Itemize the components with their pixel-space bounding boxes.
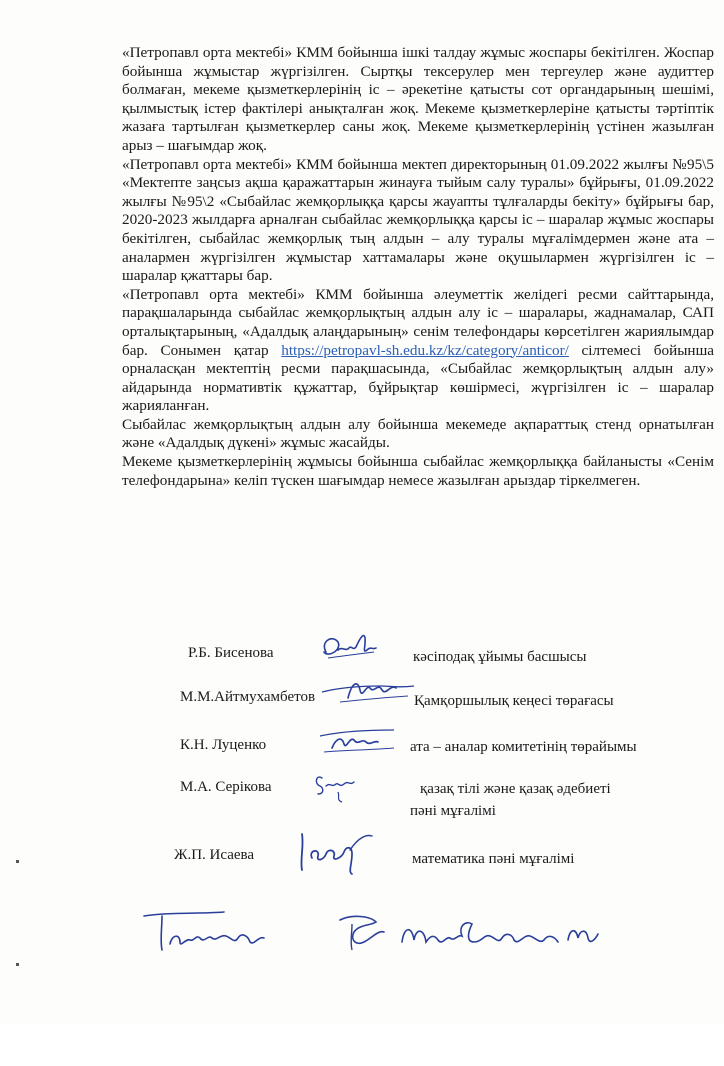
signatory-role: Қамқоршылық кеңесі төрағасы bbox=[414, 693, 614, 709]
paragraph-internal-analysis: «Петропавл орта мектебі» КММ бойынша ішкі талдау жұмыс жоспары бекітілген. Жоспар бойынша жұмыстар жүргізілген. Сыртқы тексерулер мен тергеулер және аудиттер болмаған, мекеме қызметкерлерінің іс – әрекетіне қатысты сот органдарының шешімі, қылмыстық істер фактілері анықталған жоқ. Мекеме қызметкерлеріне қатысты тәртіптік жазаға тартылған қызметкерлер саны жоқ. Мекеме қызметкерлерінің үстінен жазылған арыз – шағымдар жоқ. bbox=[122, 44, 714, 154]
paragraph-orders: «Петропавл орта мектебі» КММ бойынша мектеп директорының 01.09.2022 жылғы №95\5 «Мектепте заңсыз ақша қаражаттарын жинауға тыйым салу туралы» бұйрығы, 01.09.2022 жылғы №95\2 «Сыбайлас жемқорлыққа қарсы жауапты тұлғаларды бекіту» бұйрығы бар, 2020-2023 жылдарға арналған сыбайлас жемқорлыққа қарсы іс – шаралар жұмыс жоспары бекітілген, сыбайлас жемқорлық тың алдын – алу туралы мұғалімдермен және ата – аналармен жүргізілген жұмыстар хаттамалары және оқушылармен жүргізілген іс – шаралар қжаттары бар. bbox=[122, 155, 714, 285]
signatory-name: М.А. Серікова bbox=[180, 779, 272, 795]
handwritten-signature-icon bbox=[314, 722, 400, 758]
paragraph-social-media-text-end: сілтемесі бойынша орналасқан мектептің ресми парақшасында, «Сыбайлас жемқорлықтың алдын алу» айдарында нормативтік құжаттар, бұйрықтар көшірмесі, жүргізілген іс – шаралар жарияланған. bbox=[122, 341, 714, 415]
signatory-name: К.Н. Луценко bbox=[180, 737, 267, 753]
signatory-name: Ж.П. Исаева bbox=[174, 847, 255, 863]
paragraph-complaints: Мекеме қызметкерлерінің жұмысы бойынша сыбайлас жемқорлыққа байланысты «Сенім телефондарына» келіп түскен шағымдар немесе жазылған арыздар тіркелмеген. bbox=[122, 453, 714, 489]
signatory-name: Р.Б. Бисенова bbox=[188, 645, 274, 661]
handwritten-note-icon bbox=[140, 906, 620, 966]
handwritten-signature-icon bbox=[292, 824, 384, 880]
signatory-role: қазақ тілі және қазақ әдебиеті bbox=[420, 781, 611, 797]
signatory-role-continued: пәні мұғалімі bbox=[410, 803, 496, 819]
anticor-link[interactable]: https://petropavl-sh.edu.kz/kz/category/anticor/ bbox=[281, 341, 569, 359]
signatory-name: М.М.Айтмухамбетов bbox=[180, 689, 316, 705]
handwritten-signature-icon bbox=[312, 766, 360, 806]
paragraph-social-media-text: «Петропавл орта мектебі» КММ бойынша әлеуметтік желідегі ресми сайттарында, парақшаларында сыбайлас жемқорлықтың алдын алу іс – шаралары, жаднамалар, САП орталықтарының, «Адалдық алаңдарының» сенім телефондары көрсетілген жариялымдар бар. Сонымен қатар bbox=[122, 285, 714, 359]
handwritten-signature-icon bbox=[318, 674, 418, 710]
signatory-role: ата – аналар комитетінің төрайымы bbox=[410, 739, 637, 755]
document-body bbox=[122, 44, 714, 490]
paragraph-info-stand: Сыбайлас жемқорлықтың алдын алу бойынша мекемеде ақпараттық стенд орнатылған және «Адалдық дүкені» жұмыс жасайды. bbox=[122, 415, 714, 452]
handwritten-signature-icon bbox=[318, 628, 380, 666]
signatory-role: кәсіподақ ұйымы басшысы bbox=[413, 649, 587, 665]
scan-margin-marks bbox=[16, 860, 20, 1066]
paragraph-social-media bbox=[122, 286, 714, 416]
signatory-role: математика пәні мұғалімі bbox=[412, 851, 575, 867]
